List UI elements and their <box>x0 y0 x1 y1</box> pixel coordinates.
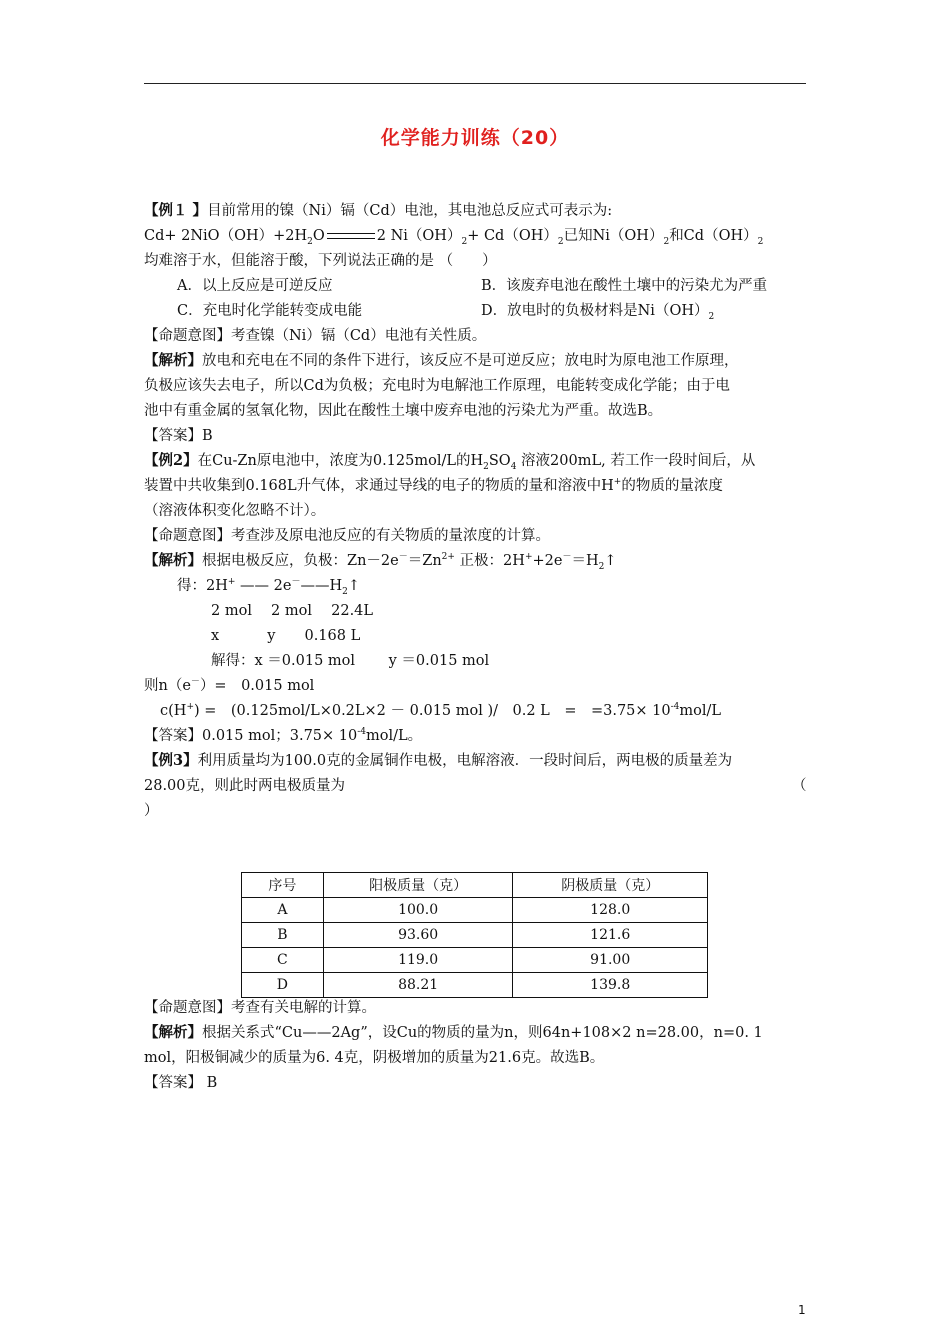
page-number: 1 <box>798 1303 806 1317</box>
ex2-derive: 得：2H+ —— $2e^-——H_2↑$ <box>177 577 361 597</box>
table-cell: B <box>242 923 324 948</box>
table-header: 序号 <box>242 873 324 898</box>
header-rule <box>144 83 806 84</box>
ex2-electron: 则n（e－）= 0.015 mol <box>144 677 315 694</box>
table-row <box>242 948 708 973</box>
table-cell: 88.21 <box>323 973 513 998</box>
ex1-intent: 【命题意图】考查镍（Ni）镉（Cd）电池有关性质。 <box>144 328 487 344</box>
page-title: 化学能力训练（20） <box>380 127 570 149</box>
ex2-answer: 【答案】0.015 mol；$3.75\times 10^{-4}mol/L$。 <box>144 727 423 744</box>
table-cell: 139.8 <box>513 973 708 998</box>
ex1-answer: 【答案】B <box>144 428 213 444</box>
ex3-intent: 【命题意图】考查有关电解的计算。 <box>144 1000 376 1016</box>
ex1-equation: $Cd+ 2NiO(OH)+2H_2O$ 2 $Ni(OH)_2+ Cd(OH)_2$已知$Ni(OH)_2$和$Cd(OH)_2$ <box>144 228 764 247</box>
ex2-intent: 【命题意图】考查涉及原电池反应的有关物质的量浓度的计算。 <box>144 528 550 544</box>
ex1-option-c: C．充电时化学能转变成电能 <box>177 303 363 319</box>
ex2-solve: 解得：x ＝0.015 mol y ＝0.015 mol <box>211 653 490 669</box>
ex2-line-2: 装置中共收集到0.168L升气体，求通过导线的电子的物质的量和溶液中H+的物质的量浓度 <box>144 477 723 494</box>
table-header: 阳极质量（克） <box>323 873 513 898</box>
ex3-paren-close: ） <box>144 803 159 819</box>
ex1-intro: 【例１ 】目前常用的镍（Ni）镉（Cd）电池，其电池总反应式可表示为: <box>144 202 613 219</box>
table-header-row <box>242 873 708 898</box>
ex1-option-a: A．以上反应是可逆反应 <box>177 278 333 294</box>
table-cell: 91.00 <box>513 948 708 973</box>
ex3-table <box>241 872 708 998</box>
ex1-analysis-1: 【解析】放电和充电在不同的条件下进行，该反应不是可逆反应；放电时为原电池工作原理， <box>144 352 739 369</box>
table-cell: C <box>242 948 324 973</box>
ex1-analysis-3: 池中有重金属的氢氧化物，因此在酸性土壤中废弃电池的污染尤为严重。故选B。 <box>144 403 663 419</box>
table-row <box>242 923 708 948</box>
ex3-head: 【例3】 <box>144 752 198 769</box>
ex3-paren-open: （ <box>792 778 807 794</box>
table-row <box>242 973 708 998</box>
ex2-line-3: （溶液体积变化忽略不计）。 <box>144 503 326 519</box>
table-row <box>242 898 708 923</box>
ex2-line-1: 【例2】在Cu-Zn原电池中，浓度为0.125mol/L的$H_2SO_4$ 溶液200mL, 若工作一段时间后，从 <box>144 452 756 472</box>
ex3-analysis-1: 【解析】根据关系式“Cu——2Ag”，设Cu的物质的量为n，则64n+108×2 n=28.00，n=0. 1 <box>144 1024 763 1041</box>
ex2-concentration: c(H+) = (0.125mol/L×0.2L×2 － 0.015 mol )/ 0.2 L = $=3.75\times 10^{-4}mol/L$ <box>160 702 722 719</box>
ex1-head: 【例１ 】 <box>144 202 208 219</box>
ex1-option-b: B．该废弃电池在酸性土壤中的污染尤为严重 <box>481 278 768 294</box>
ex1-question: 均难溶于水，但能溶于酸，下列说法正确的是 （ ） <box>144 253 497 269</box>
table-cell: 100.0 <box>323 898 513 923</box>
table-cell: A <box>242 898 324 923</box>
reversible-arrow-icon <box>327 229 375 243</box>
ex2-row-2: x y 0.168 L <box>211 628 361 644</box>
table-cell: 128.0 <box>513 898 708 923</box>
ex1-analysis-2: 负极应该失去电子，所以Cd为负极；充电时为电解池工作原理，电能转变成化学能；由于电 <box>144 378 730 394</box>
table-cell: 121.6 <box>513 923 708 948</box>
ex3-line-1: 【例3】利用质量均为100.0克的金属铜作电极，电解溶液．一段时间后，两电极的质量差为 <box>144 752 733 769</box>
ex1-option-d: D．放电时的负极材料是$Ni(OH)_2$ <box>481 303 715 322</box>
table-cell: 119.0 <box>323 948 513 973</box>
ex3-answer: 【答案】 B <box>144 1075 218 1091</box>
table-cell: D <box>242 973 324 998</box>
ex2-row-1: 2 mol 2 mol 22.4L <box>211 603 374 619</box>
ex3-analysis-2: mol，阳极铜减少的质量为6. 4克，阴极增加的质量为21.6克。故选B。 <box>144 1050 605 1066</box>
table-cell: 93.60 <box>323 923 513 948</box>
ex2-analysis: 【解析】根据电极反应，负极：$Zn-2e^-=Zn^{2+}$ 正极：$2H^++2e^-=H_2↑$ <box>144 552 617 572</box>
table-header: 阴极质量（克） <box>513 873 708 898</box>
ex3-line-2: 28.00克，则此时两电极质量为 <box>144 778 346 794</box>
ex2-head: 【例2】 <box>144 452 198 469</box>
